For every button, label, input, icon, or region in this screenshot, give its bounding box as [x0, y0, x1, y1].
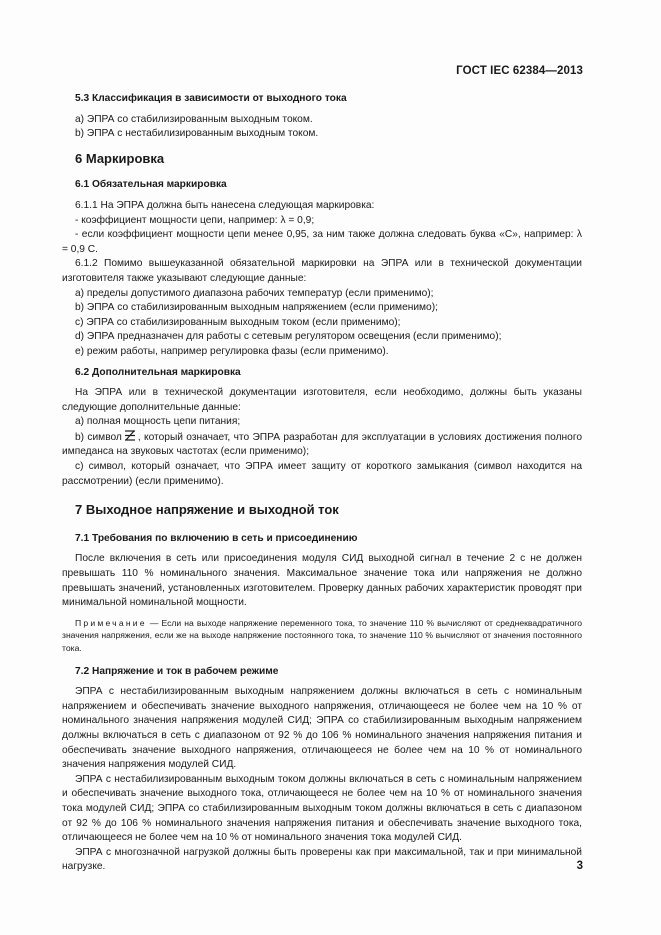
p-7-2-1: ЭПРА с нестабилизированным выходным напряжением должны включаться в сеть с номинальным напряжением и обеспечивать значение выходного напряжения, отличающееся не более чем на 10 % от номинального значения напряжения модулей СИД; ЭПРА со стабилизированным выходным напряжением должны включаться в сеть с диапазоном от 92 % до 106 % номинального значения напряжения питания и обеспечивать значение выходного напряжения, отличающееся не более чем на 10 % от номинального значения напряжения модулей СИД. — [62, 686, 582, 771]
p-7-2-3: ЭПРА с многозначной нагрузкой должны быть проверены как при максимальной, так и при минимальной нагрузке. — [62, 846, 582, 873]
p-6-1-2-e: е) режим работы, например регулировка фазы (если применимо). — [75, 345, 389, 357]
heading-6: 6 Маркировка — [75, 150, 165, 166]
heading-7-2: 7.2 Напряжение и ток в рабочем режиме — [75, 665, 279, 677]
page-content — [62, 92, 582, 875]
p-6-2-b — [62, 430, 582, 460]
note-7-1 — [62, 617, 582, 655]
p-6-1-2-d: d) ЭПРА предназначен для работы с сетевым регулятором освещения (если применимо); — [75, 331, 502, 343]
p-7-1: После включения в сеть или присоединения модуля СИД выходной сигнал в течение 2 с не должен превышать 110 % номинального значения. Максимальное значение тока или напряжения не должно превышать значений, установленных изготовителем. Проверку данных рабочих характеристик проводят при минимальной номинальной мощности. — [62, 553, 582, 609]
p-6-1-2-a: а) пределы допустимого диапазона рабочих температур (если применимо); — [75, 287, 434, 299]
s53-item-b: b) ЭПРА с нестабилизированным выходным током. — [75, 128, 319, 140]
heading-6-2: 6.2 Дополнительная маркировка — [75, 366, 241, 378]
p-6-1-1-item2: - если коэффициент мощности цепи менее 0,95, за ним также должна следовать буква «С», например: λ = 0,9 С. — [62, 229, 582, 255]
s53-item-a: а) ЭПРА со стабилизированным выходным током. — [75, 113, 313, 125]
page-number: 3 — [576, 860, 583, 872]
p-6-1-2: 6.1.2 Помимо вышеуказанной обязательной маркировки на ЭПРА или в технической документации изготовителя также указывают следующие данные: — [62, 258, 582, 284]
heading-5-3: 5.3 Классификация в зависимости от выходного тока — [75, 93, 347, 104]
heading-6-1: 6.1 Обязательная маркировка — [75, 179, 227, 191]
p-6-2-b-pre: b) символ — [75, 431, 122, 443]
p-6-2-b-post: , который означает, что ЭПРА разработан для эксплуатации в условиях достижения полного импеданса на звуковых частотах (если применимо); — [62, 431, 582, 458]
p-6-1-2-b: b) ЭПРА со стабилизированным выходным напряжением (если применимо); — [75, 302, 438, 314]
p-6-2: На ЭПРА или в технической документации изготовителя, если необходимо, должны быть указаны следующие дополнительные данные: — [62, 387, 582, 413]
note-label: Примечание — [75, 617, 147, 628]
p-6-1-1-item1: - коэффициент мощности цепи, например: λ = 0,9; — [75, 214, 315, 226]
p-6-1-2-c: с) ЭПРА со стабилизированным выходным током (если применимо); — [75, 316, 401, 328]
standard-code: ГОСТ IEC 62384—2013 — [456, 65, 583, 77]
heading-7: 7 Выходное напряжение и выходной ток — [75, 502, 339, 518]
p-6-1-1: 6.1.1 На ЭПРА должна быть нанесена следующая маркировка: — [75, 199, 375, 211]
p-6-2-a: а) полная мощность цепи питания; — [75, 416, 241, 428]
p-6-2-c: с) символ, который означает, что ЭПРА имеет защиту от короткого замыкания (символ находится на рассмотрении) (если применимо). — [62, 461, 582, 487]
note-text: — Если на выходе напряжение переменного тока, то значение 110 % вычисляют от среднеквадратичного значения напряжения, если же на выходе напряжение постоянного тока, то значение 110 % вычисляют от значения постоянного тока. — [62, 617, 582, 653]
p-7-2-2: ЭПРА с нестабилизированным выходным током должны включаться в сеть с номинальным напряжением и обеспечивать значение выходного тока, отличающееся не более чем на 10 % от номинального значения тока модулей СИД; ЭПРА со стабилизированным выходным током должны включаться в сеть с диапазоном от 92 % до 106 % номинального значения напряжения питания и обеспечивать значение выходного тока, отличающееся не более чем на 10 % от номинального значения тока модулей СИД. — [62, 773, 582, 844]
heading-7-1: 7.1 Требования по включению в сеть и присоединению — [75, 532, 358, 544]
audio-frequency-impedance-icon — [124, 430, 136, 441]
